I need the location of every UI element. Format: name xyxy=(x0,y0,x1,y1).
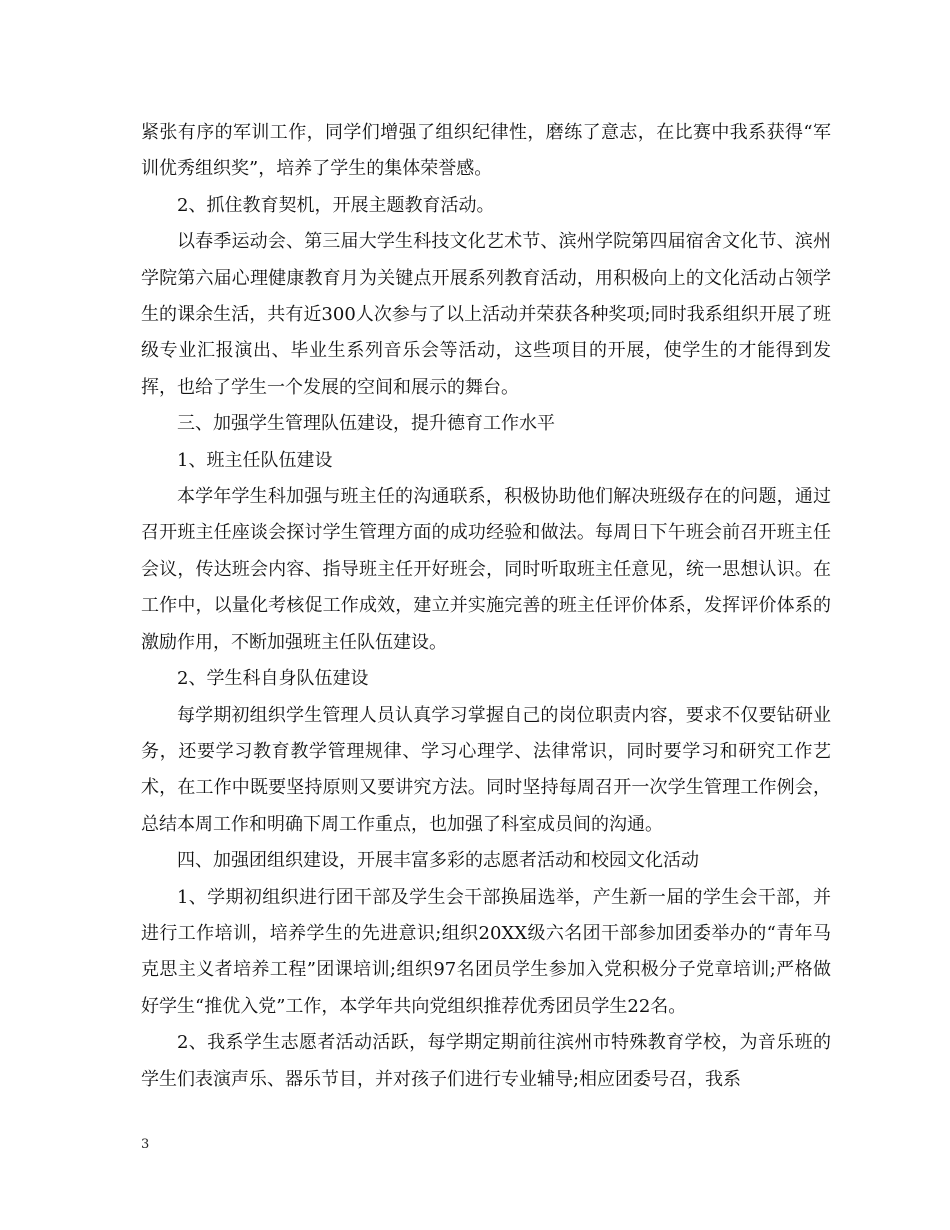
paragraph-head-teachers: 本学年学生科加强与班主任的沟通联系，积极协助他们解决班级存在的问题，通过召开班主任座谈会探讨学生管理方面的成功经验和做法。每周日下午班会前召开班主任会议，传达班会内容、指导班主任开好班会，同时听取班主任意见，统一思想认识。在工作中，以量化考核促工作成效，建立并实施完善的班主任评价体系，发挥评价体系的激励作用，不断加强班主任队伍建设。 xyxy=(141,486,831,653)
section-heading-management-team: 三、加强学生管理队伍建设，提升德育工作水平 xyxy=(177,413,555,435)
paragraph-league-elections: 1、学期初组织进行团干部及学生会干部换届选举，产生新一届的学生会干部，并进行工作培训，培养学生的先进意识;组织20XX级六名团干部参加团委举办的“青年马克思主义者培养工程”团课培训;组织97名团员学生参加入党积极分子党章培训;严格做好学生“推优入党”工作，本学年共向党组织推荐优秀团员学生22名。 xyxy=(141,886,831,1017)
paragraph-student-office-team: 每学期初组织学生管理人员认真学习掌握自己的岗位职责内容，要求不仅要钻研业务，还要学习教育教学管理规律、学习心理学、法律常识，同时要学习和研究工作艺术，在工作中既要坚持原则又要讲究方法。同时坚持每周召开一次学生管理工作例会，总结本周工作和明确下周工作重点，也加强了科室成员间的沟通。 xyxy=(141,704,831,835)
subheading-head-teachers: 1、班主任队伍建设 xyxy=(177,449,333,471)
subheading-education-activities: 2、抓住教育契机，开展主题教育活动。 xyxy=(177,194,495,216)
paragraph-activities: 以春季运动会、第三届大学生科技文化艺术节、滨州学院第四届宿舍文化节、滨州学院第六届心理健康教育月为关键点开展系列教育活动，用积极向上的文化活动占领学生的课余生活，共有近300人次参与了以上活动并荣获各种奖项;同时我系组织开展了班级专业汇报演出、毕业生系列音乐会等活动，这些项目的开展，使学生的才能得到发挥，也给了学生一个发展的空间和展示的舞台。 xyxy=(141,231,831,398)
subheading-student-office-team: 2、学生科自身队伍建设 xyxy=(177,668,369,690)
paragraph-continuation: 紧张有序的军训工作，同学们增强了组织纪律性，磨练了意志，在比赛中我系获得“军训优秀组织奖”，培养了学生的集体荣誉感。 xyxy=(141,122,831,180)
section-heading-youth-league: 四、加强团组织建设，开展丰富多彩的志愿者活动和校园文化活动 xyxy=(177,850,699,872)
document-body xyxy=(141,115,831,1098)
paragraph-volunteers: 2、我系学生志愿者活动活跃，每学期定期前往滨州市特殊教育学校，为音乐班的学生们表演声乐、器乐节目，并对孩子们进行专业辅导;相应团委号召，我系 xyxy=(141,1032,831,1090)
page-number: 3 xyxy=(141,1137,150,1152)
